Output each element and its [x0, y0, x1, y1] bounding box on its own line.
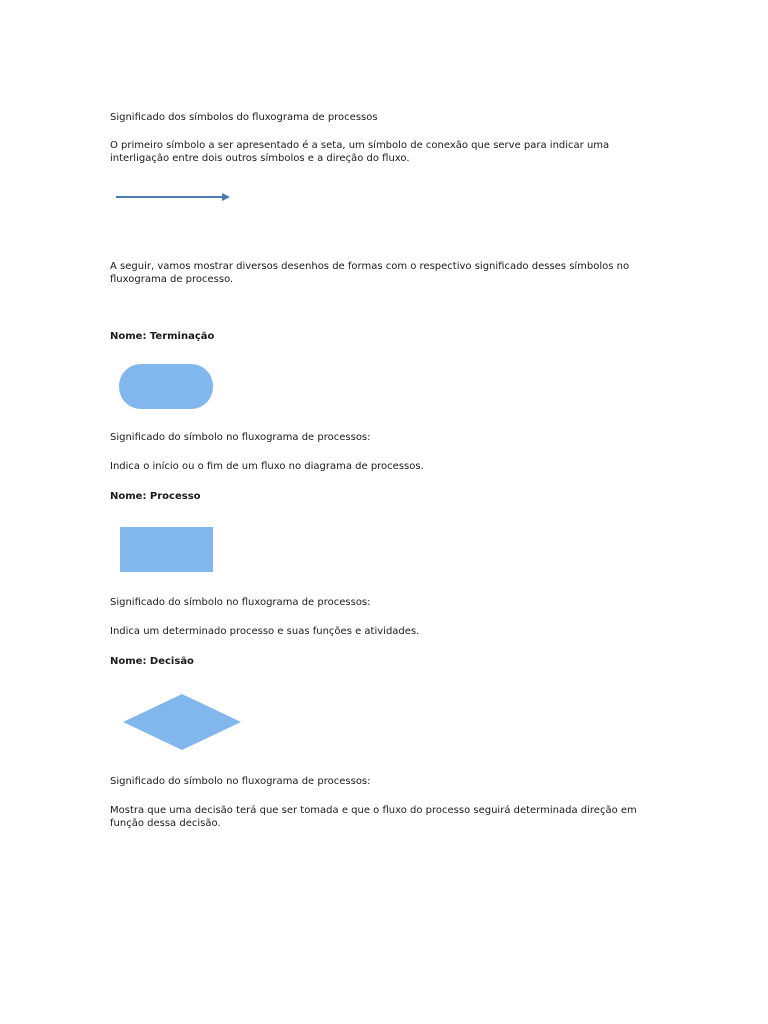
symbol-name-decision: Nome: Decisão [110, 656, 194, 667]
decision-shape-icon [122, 693, 242, 751]
symbol-name-termination: Nome: Terminação [110, 331, 215, 342]
symbol-meaning-decision: Mostra que uma decisão terá que ser tomada e que o fluxo do processo seguirá determinada direção em função dessa decisão. [110, 805, 637, 829]
symbol-meaning-label-termination: Significado do símbolo no fluxograma de processos: [110, 432, 371, 443]
symbol-name-process: Nome: Processo [110, 491, 201, 502]
symbol-meaning-label-process: Significado do símbolo no fluxograma de processos: [110, 597, 371, 608]
symbol-meaning-label-decision: Significado do símbolo no fluxograma de processos: [110, 776, 371, 787]
lead-paragraph: A seguir, vamos mostrar diversos desenhos de formas com o respectivo significado desses símbolos no fluxograma de processo. [110, 261, 630, 285]
document-title: Significado dos símbolos do fluxograma de processos [110, 112, 378, 123]
process-shape-icon [120, 527, 213, 572]
symbol-meaning-process: Indica um determinado processo e suas funções e atividades. [110, 626, 420, 637]
symbol-meaning-termination: Indica o início ou o fim de um fluxo no diagrama de processos. [110, 461, 424, 472]
termination-shape-icon [119, 364, 213, 409]
arrow-icon [114, 190, 234, 204]
intro-paragraph: O primeiro símbolo a ser apresentado é a seta, um símbolo de conexão que serve para indicar uma interligação entre dois outros símbolos e a direção do fluxo. [110, 140, 610, 164]
